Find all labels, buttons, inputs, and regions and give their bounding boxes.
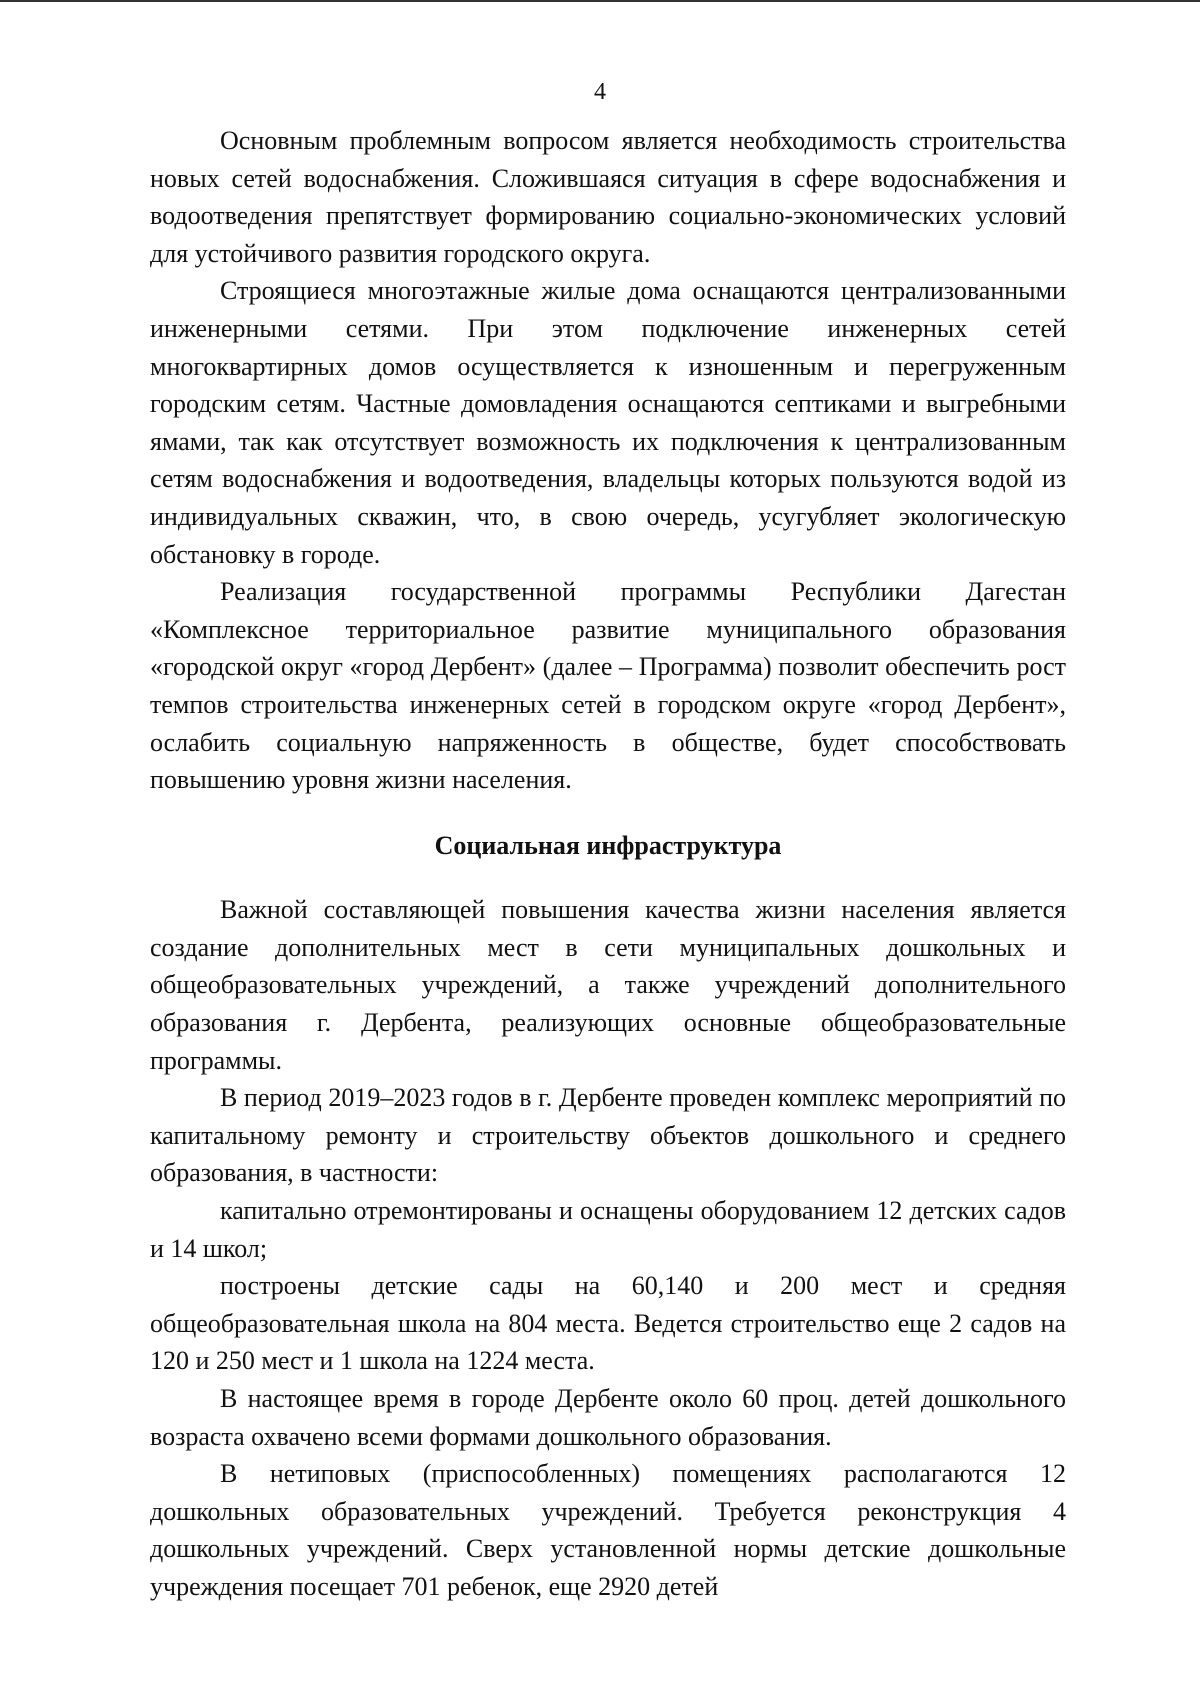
paragraph-built-facilities: построены детские сады на 60,140 и 200 мест и средняя общеобразовательная школа на 804 места. Ведется строительство еще 2 садов на 120 и 250 мест и 1 школа на 1224 места. xyxy=(150,1271,1066,1376)
document-body xyxy=(150,122,1066,1606)
paragraph-additional-places: Важной составляющей повышения качества жизни населения является создание дополнительных мест в сети муниципальных дошкольных и общеобразовательных учреждений, а также учреждений дополнительного образования г. Дербента, реализующих основные общеобразовательные программы. xyxy=(150,895,1066,1075)
page-number: 4 xyxy=(594,79,606,105)
paragraph-water-supply-problem: Основным проблемным вопросом является необходимость строительства новых сетей водоснабжения. Сложившаяся ситуация в сфере водоснабжения и водоотведения препятствует формированию социально-экономических условий для устойчивого развития городского округа. xyxy=(150,126,1066,268)
scan-top-border xyxy=(0,0,1200,2)
paragraph-2019-2023-measures: В период 2019–2023 годов в г. Дербенте проведен комплекс мероприятий по капитальному ремонту и строительству объектов дошкольного и среднего образования, в частности: xyxy=(150,1083,1066,1188)
paragraph-renovated-facilities: капитально отремонтированы и оснащены оборудованием 12 детских садов и 14 школ; xyxy=(150,1196,1066,1263)
paragraph-multistory-housing: Строящиеся многоэтажные жилые дома оснащаются централизованными инженерными сетями. При этом подключение инженерных сетей многоквартирных домов осуществляется к изношенным и перегруженным городским сетям. Частные домовладения оснащаются септиками и выгребными ямами, так как отсутствует возможность их подключения к централизованным сетям водоснабжения и водоотведения, владельцы которых пользуются водой из индивидуальных скважин, что, в свою очередь, усугубляет экологическую обстановку в городе. xyxy=(150,276,1066,569)
paragraph-program-implementation: Реализация государственной программы Республики Дагестан «Комплексное территориальное развитие муниципального образования «городской округ «город Дербент» (далее – Программа) позволит обеспечить рост темпов строительства инженерных сетей в городском округе «город Дербент», ослабить социальную напряженность в обществе, будет способствовать повышению уровня жизни населения. xyxy=(150,577,1066,795)
paragraph-preschool-coverage: В настоящее время в городе Дербенте около 60 проц. детей дошкольного возраста охвачено всеми формами дошкольного образования. xyxy=(150,1384,1066,1451)
paragraph-nonstandard-premises: В нетиповых (приспособленных) помещениях располагаются 12 дошкольных образовательных учреждений. Требуется реконструкция 4 дошкольных учреждений. Сверх установленной нормы детские дошкольные учреждения посещает 701 ребенок, еще 2920 детей xyxy=(150,1459,1066,1601)
section-heading: Социальная инфраструктура xyxy=(434,830,782,860)
